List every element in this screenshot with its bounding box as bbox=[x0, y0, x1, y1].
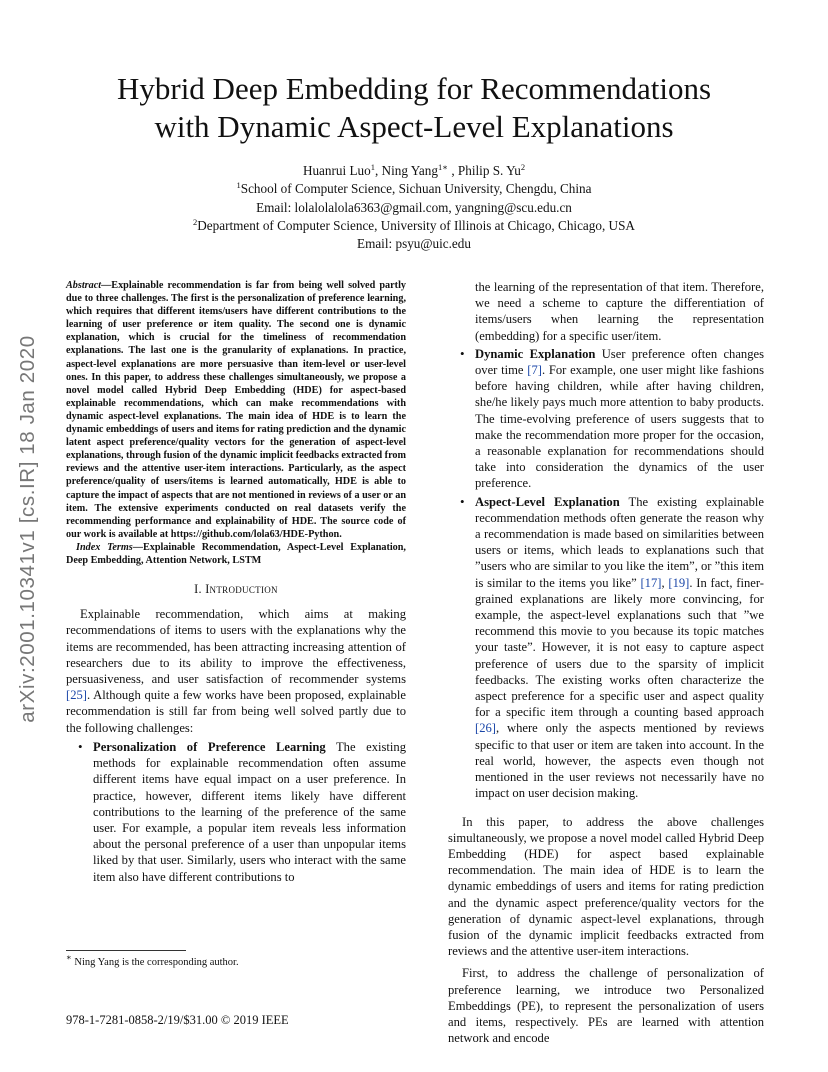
bullet-text: The existing methods for explainable recommendation often assume different items have equal impact on a user preference. In practice, however, different items likely have different contributions to the learning of the preference of the same user. For example, a popular item reveals less information about the personal preference of a user than unpopular items liked by that user. Similarly, users who interact with the same item also have different contributions to bbox=[93, 739, 406, 884]
author-2-sup: 1∗ bbox=[437, 162, 449, 172]
bullet-text-b: . In fact, finer-grained explanations are likely more convincing, for example, the aspect-level explanations such that ”we recommend this movie to you because its topic matches your taste”. However, it is not easy to capture aspect preference of users due to the sparsity of implicit feedbacks. The existing works often characterize the aspect preference for a specific user and aspect quality for a specific item through a counting based approach bbox=[475, 575, 764, 720]
author-2: , Ning Yang bbox=[374, 163, 438, 178]
abstract-text: —Explainable recommendation is far from being well solved partly due to three challenges. The first is the personalization of preference learning, which requires that different items/users have different contributions to the learning of user preference or item quality. The second one is dynamic explanation, which is crucial for the timeliness of recommendation explanations. The last one is the granularity of explanations. In practice, aspect-level explanations are more persuasive than item-level or user-level ones. In this paper, to address these challenges simultaneously, we propose a novel model called Hybrid Deep Embedding (HDE) for aspect-based explainable recommendations, which can make recommendations with dynamic aspect-level explanations. The main idea of HDE is to learn the dynamic embeddings of users and items for rating prediction and the dynamic latent aspect preference/quality vectors for the generation of aspect-level explanations, through fusion of the dynamic implicit feedbacks extracted from reviews and the attentive user-item interactions. Particularly, as the aspect preference/quality of users/items is learned automatically, HDE is able to capture the impact of aspects that are not mentioned in reviews of a user or an item. The extensive experiments conducted on real datasets verify the recommending performance and explainability of HDE. The source code of our work is available at https://github.com/lola63/HDE-Python. bbox=[66, 280, 406, 540]
bullet-dot: • bbox=[78, 738, 83, 754]
citation-link[interactable]: [25] bbox=[66, 688, 87, 703]
title-line-1: Hybrid Deep Embedding for Recommendations bbox=[116, 71, 712, 106]
bullet-text-a: The existing explainable recommendation methods often generate the reason why a recommendation is made based on similarities between users or items, which leads to explanations such that ”users who are similar to you like the item”, or ”this item is similar to the items you like” bbox=[475, 494, 764, 590]
arxiv-stamp bbox=[4, 300, 52, 758]
email-2: Email: psyu@uic.edu bbox=[357, 236, 471, 252]
left-column bbox=[66, 279, 406, 885]
author-1: Huanrui Luo bbox=[302, 163, 371, 178]
footnote-mark: ∗ bbox=[66, 952, 72, 962]
index-terms bbox=[66, 541, 406, 567]
section-heading: I. Introduction bbox=[194, 582, 278, 597]
author-names bbox=[40, 162, 788, 180]
bullet-dot: • bbox=[460, 493, 465, 509]
footnote bbox=[66, 952, 406, 968]
citation-separator: , bbox=[661, 575, 669, 590]
footnote-rule bbox=[66, 950, 186, 951]
paper-title bbox=[40, 70, 788, 146]
affiliation-2-sup: 2 bbox=[193, 216, 198, 227]
bullet-text-c: , where only the aspects mentioned by reviews specific to that user or item are taken into account. In the real world, however, the aspects even though not mentioned in the user reviews not necessarily have no impact on user decision making. bbox=[475, 721, 764, 801]
citation-link[interactable]: [17] bbox=[640, 575, 662, 590]
affiliation-2 bbox=[40, 217, 788, 235]
intro-paragraph-1 bbox=[66, 606, 406, 736]
abstract-label: Abstract bbox=[66, 280, 102, 291]
bullet-dynamic-explanation bbox=[448, 346, 764, 492]
affiliation-1-text: School of Computer Science, Sichuan University, Chengdu, China bbox=[240, 181, 592, 197]
author-block bbox=[40, 162, 788, 253]
bullet-personalization bbox=[66, 739, 406, 885]
affiliation-1 bbox=[40, 180, 788, 198]
affiliation-2-text: Department of Computer Science, University of Illinois at Chicago, Chicago, USA bbox=[197, 217, 635, 233]
bullet-title: Aspect-Level Explanation bbox=[475, 494, 620, 509]
author-3: , Philip S. Yu bbox=[448, 163, 521, 178]
citation-link[interactable]: [7] bbox=[527, 363, 542, 378]
citation-link[interactable]: [26] bbox=[475, 721, 496, 736]
bullet-personalization-continued bbox=[448, 279, 764, 344]
bullet-text-a: User preference often changes over time bbox=[475, 346, 764, 378]
author-1-sup: 1 bbox=[370, 162, 375, 172]
bullet-text: the learning of the representation of that item. Therefore, we need a scheme to capture the differentiation of items/users when learning the representation (embedding) for a specific user/item. bbox=[475, 280, 764, 343]
bullet-dot: • bbox=[460, 345, 465, 361]
isbn-line: 978-1-7281-0858-2/19/$31.00 © 2019 IEEE bbox=[66, 1013, 289, 1027]
author-3-sup: 2 bbox=[520, 162, 526, 172]
abstract bbox=[66, 279, 406, 541]
intro-p1-text-a: Explainable recommendation, which aims at making recommendations of items to users with the explanations why the items are recommended, has been attracting increasing attention of researchers due to its ability to improve the effectiveness, persuasiveness, and user satisfaction of recommender systems bbox=[66, 607, 406, 687]
index-terms-text: —Explainable Recommendation, Aspect-Level Explanation, Deep Embedding, Attention Network, LSTM bbox=[66, 541, 406, 566]
bullet-title: Dynamic Explanation bbox=[475, 346, 596, 361]
intro-paragraph-2: In this paper, to address the above challenges simultaneously, we propose a novel model called Hybrid Deep Embedding (HDE) for aspect based explainable recommendation. The main idea of HDE is to learn the dynamic embeddings of users and items for rating prediction and the dynamic aspect preference/quality vectors for the generation of dynamic aspect-level explanations, through fusion of the dynamic implicit feedbacks extracted from reviews and the attentive user-item interactions. bbox=[448, 814, 764, 959]
title-line-2: with Dynamic Aspect-Level Explanations bbox=[154, 109, 674, 144]
intro-paragraph-3: First, to address the challenge of personalization of preference learning, we introduce two Personalized Embeddings (PE), to represent the personalization of users and items, respectively. PEs are learned with attention network and encode bbox=[448, 966, 764, 1046]
bullet-title: Personalization of Preference Learning bbox=[93, 739, 326, 754]
email-1: Email: lolalolalola6363@gmail.com, yangning@scu.edu.cn bbox=[256, 199, 572, 215]
intro-p1-text-b: . Although quite a few works have been proposed, explainable recommendation is still far from being well solved partly due to the following challenges: bbox=[66, 688, 406, 735]
footnote-text: Ning Yang is the corresponding author. bbox=[71, 957, 239, 968]
citation-link[interactable]: [19] bbox=[668, 575, 690, 590]
index-terms-label: Index Terms bbox=[76, 541, 133, 553]
bullet-aspect-level bbox=[448, 494, 764, 802]
right-column bbox=[448, 279, 764, 1046]
arxiv-stamp-text: arXiv:2001.10341v1 [cs.IR] 18 Jan 2020 bbox=[16, 335, 39, 723]
bullet-text-b: . For example, one user might like fashions before having children, while after having children, she/he likely pays much more attention to baby products. The time-evolving preference of users suggests that to make the recommendation more proper for the occasion, a reasonable explanation for recommendations should take into consideration the dynamics of the user preference. bbox=[475, 363, 764, 491]
affiliation-1-sup: 1 bbox=[236, 180, 241, 191]
